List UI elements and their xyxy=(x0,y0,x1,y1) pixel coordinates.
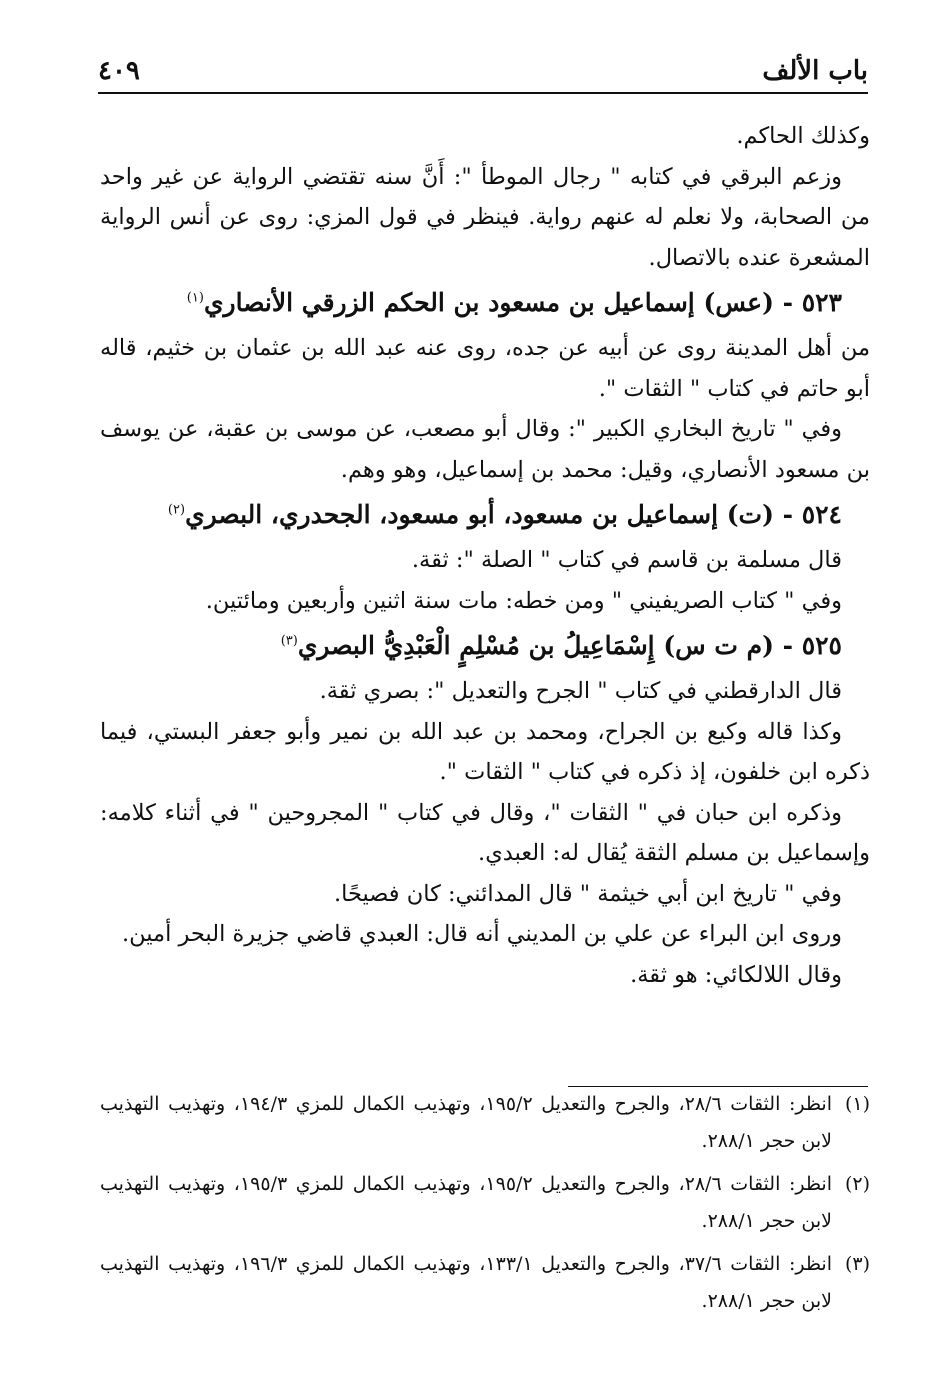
paragraph: وكذلك الحاكم. xyxy=(736,123,870,149)
entry-heading-523 xyxy=(100,278,870,328)
paragraph: قال مسلمة بن قاسم في كتاب " الصلة ": ثقة. xyxy=(411,547,842,573)
footnote-ref[interactable]: (٢) xyxy=(167,502,186,518)
footnote-text: انظر: الثقات ٣٧/٦، والجرح والتعديل ١٣٣/١، وتهذيب الكمال للمزي ١٩٦/٣، وتهذيب التهذيب لابن حجر ٢٨٨/١. xyxy=(100,1253,832,1312)
page-number: ٤٠٩ xyxy=(98,56,140,86)
entry-title: ٥٢٥ - (م ت س) إِسْمَاعِيلُ بن مُسْلِمٍ الْعَبْدِيُّ البصري xyxy=(297,631,842,660)
paragraph: وكذا قاله وكيع بن الجراح، ومحمد بن عبد الله بن نمير وأبو جعفر البستي، فيما ذكره ابن خلفون، إذ ذكره في كتاب " الثقات ". xyxy=(100,718,870,785)
paragraph: قال الدارقطني في كتاب " الجرح والتعديل ": بصري ثقة. xyxy=(319,678,842,704)
footnote-text: انظر: الثقات ٢٨/٦، والجرح والتعديل ١٩٥/٢، وتهذيب الكمال للمزي ١٩٥/٣، وتهذيب التهذيب لابن حجر ٢٨٨/١. xyxy=(100,1173,832,1232)
entry-heading-524 xyxy=(100,490,870,540)
page-header xyxy=(98,52,868,94)
footnote-ref[interactable]: (١) xyxy=(186,290,204,306)
footnote-text: انظر: الثقات ٢٨/٦، والجرح والتعديل ١٩٥/٢، وتهذيب الكمال للمزي ١٩٤/٣، وتهذيب التهذيب لابن حجر ٢٨٨/١. xyxy=(100,1093,832,1152)
chapter-title: باب الألف xyxy=(762,56,868,86)
footnotes xyxy=(100,1086,870,1326)
paragraph: وفي " تاريخ البخاري الكبير ": وقال أبو مصعب، عن موسى بن عقبة، عن يوسف بن مسعود الأنصاري، وقيل: محمد بن إسماعيل، وهو وهم. xyxy=(100,416,870,483)
footnote-number: (٢) xyxy=(844,1173,870,1195)
footnote-list xyxy=(100,1086,870,1320)
paragraph: وذكره ابن حبان في " الثقات "، وقال في كتاب " المجروحين " في أثناء كلامه: وإسماعيل بن مسلم الثقة يُقال له: العبدي. xyxy=(100,799,870,866)
paragraph: وزعم البرقي في كتابه " رجال الموطأ ": أَنَّ سنه تقتضي الرواية عن غير واحد من الصحابة، ولا نعلم له عنهم رواية. فينظر في قول المزي: روى عن أنس الرواية المشعرة عنده بالاتصال. xyxy=(100,163,870,271)
entry-heading-525 xyxy=(100,621,870,671)
footnote-item xyxy=(100,1246,870,1320)
footnote-number: (١) xyxy=(844,1093,870,1115)
footnote-number: (٣) xyxy=(844,1253,870,1275)
paragraph: وقال اللالكائي: هو ثقة. xyxy=(630,961,842,988)
entry-title: ٥٢٤ - (ت) إسماعيل بن مسعود، أبو مسعود، الجحدري، البصري xyxy=(185,500,842,529)
footnote-ref[interactable]: (٣) xyxy=(280,633,298,649)
paragraph: وروى ابن البراء عن علي بن المديني أنه قال: العبدي قاضي جزيرة البحر أمين. xyxy=(121,921,842,947)
footnote-item xyxy=(100,1166,870,1240)
entry-title: ٥٢٣ - (عس) إسماعيل بن مسعود بن الحكم الزرقي الأنصاري xyxy=(203,288,842,317)
footnote-item xyxy=(100,1086,870,1160)
paragraph: وفي " كتاب الصريفيني " ومن خطه: مات سنة اثنين وأربعين ومائتين. xyxy=(205,587,842,614)
paragraph: من أهل المدينة روى عن أبيه عن جده، روى عنه عبد الله بن عثمان بن خثيم، قاله أبو حاتم في كتاب " الثقات ". xyxy=(100,335,870,402)
paragraph: وفي " تاريخ ابن أبي خيثمة " قال المدائني: كان فصيحًا. xyxy=(333,880,842,907)
main-text xyxy=(100,116,870,995)
